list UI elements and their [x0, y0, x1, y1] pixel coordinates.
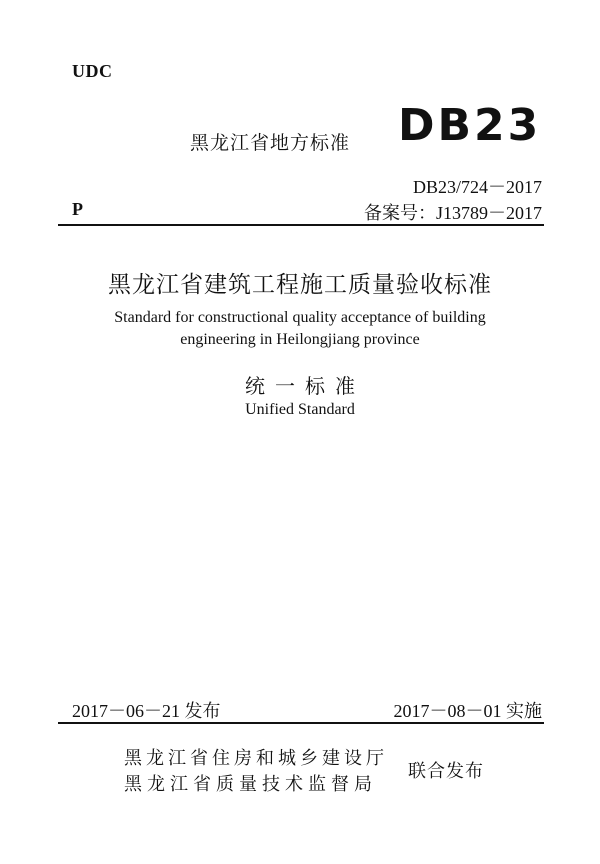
- top-divider: [58, 224, 544, 226]
- udc-label: UDC: [72, 61, 113, 81]
- joint-release-label: 联合发布: [408, 761, 484, 782]
- subtitle-chinese: 统一标准: [245, 374, 365, 398]
- subtitle-english: Unified Standard: [245, 401, 355, 418]
- bottom-divider: [58, 722, 544, 724]
- local-standard-label: 黑龙江省地方标准: [190, 132, 351, 154]
- title-english-line-1: Standard for constructional quality acceptance of building: [114, 309, 486, 326]
- issuer-housing-department: 黑龙江省住房和城乡建设厅: [124, 748, 388, 769]
- standard-code: DB23: [398, 100, 542, 151]
- standard-number: DB23/724－2017: [412, 177, 542, 197]
- title-english: [60, 307, 540, 351]
- title-chinese: 黑龙江省建筑工程施工质量验收标准: [108, 272, 492, 298]
- filing-number: 备案号：J13789－2017: [363, 203, 542, 223]
- issuer-quality-bureau: 黑龙江省质量技术监督局: [124, 774, 377, 795]
- release-date: 2017－06－21 发布: [72, 701, 221, 721]
- implementation-date: 2017－08－01 实施: [393, 701, 542, 721]
- title-english-line-2: engineering in Heilongjiang province: [180, 331, 420, 348]
- category-label: P: [72, 199, 83, 219]
